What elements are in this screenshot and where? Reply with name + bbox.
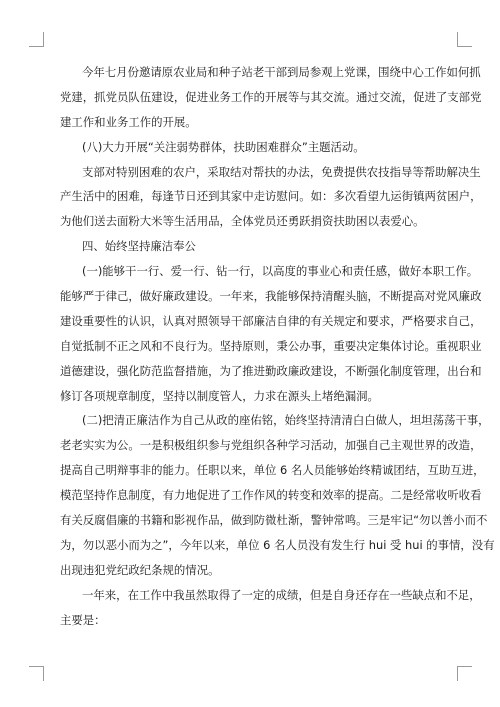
text-line: 自觉抵制不正之风和不良行为。坚持原则，秉公办事，重要决定集体讨论。重视职业 (60, 338, 482, 353)
text-line: 老老实实为公。一是积极组织参与党组织各种学习活动，加强自己主观世界的改造， (60, 438, 482, 453)
text-line: 为，勿以恶小而为之”，今年以来，单位 6 名人员没有发生行 hui 受 hui 的事情，没有 (60, 537, 495, 552)
text-line: 能够严于律己，做好廉政建设。一年来，我能够保持清醒头脑，不断提高对党风廉政 (60, 289, 482, 304)
text-line: 产生活中的困难，每逢节日还到其家中走访慰问。如：多次看望九运街镇两贫困户， (60, 189, 482, 204)
text-line: (一)能够干一行、爱一行、钻一行，以高度的事业心和责任感，做好本职工作。 (82, 264, 479, 279)
text-line: 支部对特别困难的农户，采取结对帮扶的办法，免费提供农技指导等帮助解决生 (82, 164, 481, 179)
text-line: (八)大力开展“关注弱势群体，扶助困难群众”主题活动。 (82, 139, 365, 154)
text-line: 提高自己明辩事非的能力。任职以来，单位 6 名人员能够始终精诚团结，互助互进， (60, 463, 485, 478)
text-line: 有关反腐倡廉的书籍和影视作品，做到防微杜渐，警钟常鸣。三是牢记“勿以善小而不 (60, 513, 488, 528)
text-line: 出现违犯党纪政纪条规的情况。 (60, 562, 220, 577)
document-body (60, 60, 495, 632)
text-line: 今年七月份邀请原农业局和种子站老干部到局参观上党课，围绕中心工作如何抓 (82, 65, 481, 79)
text-line: 模范坚持作息制度，有力地促进了工作作风的转变和效率的提高。二是经常收听收看 (60, 488, 482, 503)
text-line: 修订各项规章制度，坚持以制度管人，力求在源头上堵绝漏洞。 (60, 388, 379, 403)
text-line: 为他们送去面粉大米等生活用品，全体党员还勇跃捐资扶助困以表爱心。 (60, 214, 425, 229)
text-line: (二)把清正廉洁作为自己从政的座佑铭，始终坚持清清白白做人，坦坦荡荡干事， (82, 413, 490, 428)
text-line: 道德建设，强化防范监督措施，为了推进勤政廉政建设，不断强化制度管理，出台和 (60, 363, 482, 378)
crop-mark-bottom-right (457, 666, 472, 681)
text-line: 四、始终坚持廉洁奉公 (82, 239, 196, 254)
text-line: 一年来，在工作中我虽然取得了一定的成绩，但是自身还存在一些缺点和不足， (82, 587, 481, 602)
text-line: 建工作和业务工作的开展。 (60, 114, 197, 129)
text-line: 党建，抓党员队伍建设，促进业务工作的开展等与其交流。通过交流，促进了支部党 (60, 89, 482, 104)
crop-mark-top-left (29, 32, 44, 47)
crop-mark-bottom-left (29, 666, 44, 681)
text-line: 建设重要性的认识，认真对照领导干部廉洁自律的有关规定和要求，严格要求自己， (60, 313, 482, 328)
text-line: 主要是： (60, 612, 106, 627)
crop-mark-top-right (457, 32, 472, 47)
